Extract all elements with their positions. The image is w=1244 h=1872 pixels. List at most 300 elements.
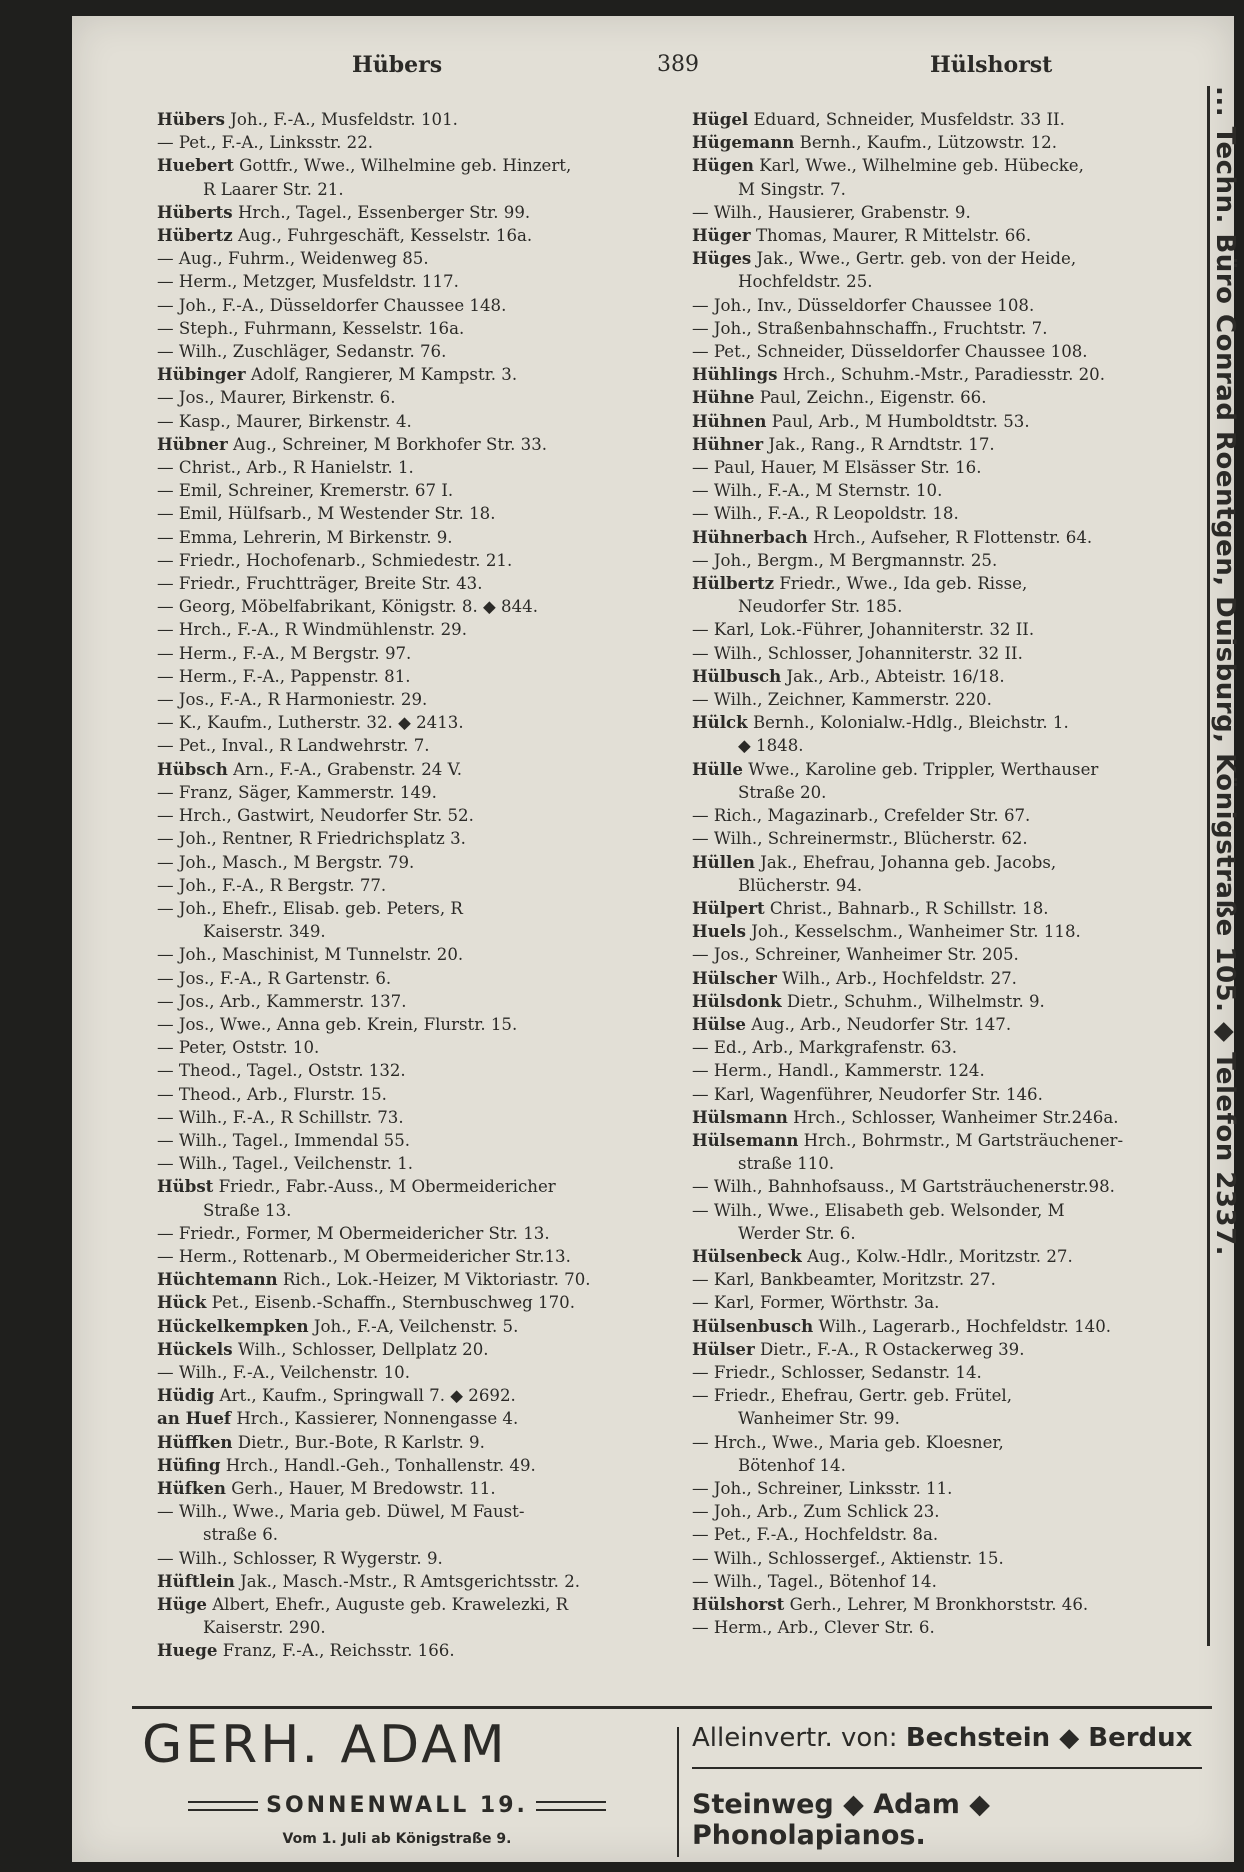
directory-entry <box>157 1361 717 1384</box>
entry-text: — Joh., Bergm., M Bergmannstr. 25. <box>692 550 998 570</box>
directory-entry <box>692 943 1212 966</box>
entry-text: Hrch., Aufseher, R Flottenstr. 64. <box>812 527 1093 547</box>
directory-entry <box>157 572 717 595</box>
entry-text: — Herm., Handl., Kammerstr. 124. <box>692 1061 985 1081</box>
directory-entry <box>692 688 1212 711</box>
directory-entry <box>692 1407 1212 1430</box>
directory-entry <box>692 1315 1212 1338</box>
entry-text: — Wilh., Wwe., Maria geb. Düwel, M Faust- <box>157 1502 525 1522</box>
entry-text: Adolf, Rangierer, M Kampstr. 3. <box>250 365 518 385</box>
entry-text: Paul, Arb., M Humboldtstr. 53. <box>771 411 1030 431</box>
directory-entry <box>157 1547 717 1570</box>
entry-surname: Hüftlein <box>157 1570 235 1591</box>
directory-entry <box>692 502 1212 525</box>
directory-entry <box>157 1129 717 1152</box>
entry-surname: Hüberts <box>157 201 233 222</box>
ad-divider <box>677 1727 679 1857</box>
entry-surname: Hühlings <box>692 364 778 385</box>
directory-entry <box>157 990 717 1013</box>
directory-entry <box>157 1268 717 1291</box>
entry-text: Blücherstr. 94. <box>738 875 863 895</box>
directory-entry <box>157 549 717 572</box>
directory-entry <box>157 1616 717 1639</box>
ad-line2: Steinweg ◆ Adam ◆ Phonolapianos. <box>692 1789 991 1851</box>
entry-surname: Hühner <box>692 433 764 454</box>
entry-text: — Karl, Lok.-Führer, Johanniterstr. 32 II. <box>692 620 1035 640</box>
entry-surname: Hügen <box>692 155 754 176</box>
directory-page <box>72 16 1240 1862</box>
entry-text: — Wilh., Schlosser, Johanniterstr. 32 II. <box>692 643 1023 663</box>
entry-text: — Wilh., Hausierer, Grabenstr. 9. <box>692 202 971 222</box>
entry-text: Arn., F.-A., Grabenstr. 24 V. <box>233 759 462 779</box>
entry-text: — Herm., F.-A., M Bergstr. 97. <box>157 643 412 663</box>
entry-surname: Hückelkempken <box>157 1315 309 1336</box>
directory-entry <box>692 270 1212 293</box>
entry-text: — Karl, Wagenführer, Neudorfer Str. 146. <box>692 1084 1043 1104</box>
entry-text: — Joh., Masch., M Bergstr. 79. <box>157 852 415 872</box>
entry-text: Bötenhof 14. <box>738 1455 846 1475</box>
directory-entry <box>692 1454 1212 1477</box>
entry-text: — Joh., Straßenbahnschaffn., Fruchtstr. 7. <box>692 318 1048 338</box>
entry-text: — Jos., Schreiner, Wanheimer Str. 205. <box>692 945 1019 965</box>
directory-entry <box>692 1175 1212 1198</box>
entry-text: — Wilh., Tagel., Veilchenstr. 1. <box>157 1154 414 1174</box>
entry-surname: Hügemann <box>692 132 795 153</box>
entry-text: Rich., Lok.-Heizer, M Viktoriastr. 70. <box>282 1270 591 1290</box>
directory-entry <box>157 711 717 734</box>
directory-entry <box>692 851 1212 874</box>
entry-surname: Hübertz <box>157 225 233 246</box>
entry-text: — Emil, Schreiner, Kremerstr. 67 I. <box>157 481 454 501</box>
entry-text: Jak., Ehefrau, Johanna geb. Jacobs, <box>760 852 1057 872</box>
entry-surname: Hülshorst <box>692 1594 785 1614</box>
entry-text: Neudorfer Str. 185. <box>738 597 903 617</box>
entry-text: Jak., Rang., R Arndtstr. 17. <box>768 434 995 454</box>
entry-text: straße 6. <box>203 1525 279 1545</box>
directory-entry <box>157 827 717 850</box>
directory-entry <box>692 363 1212 386</box>
entry-text: Dietr., Bur.-Bote, R Karlstr. 9. <box>237 1432 485 1452</box>
directory-entry <box>692 920 1212 943</box>
entry-text: — Friedr., Fruchtträger, Breite Str. 43. <box>157 574 483 594</box>
entry-surname: Hübner <box>157 433 228 454</box>
entry-text: Hrch., Bohrmstr., M Gartsträuchener- <box>803 1130 1124 1150</box>
directory-entry <box>692 804 1212 827</box>
entry-text: Hrch., Schlosser, Wanheimer Str.246a. <box>793 1107 1119 1127</box>
entry-text: Franz, F.-A., Reichsstr. 166. <box>222 1641 455 1661</box>
entry-surname: Hüges <box>692 248 752 269</box>
ad-line1-prefix: Alleinvertr. von: <box>692 1723 898 1753</box>
entry-text: — Wilh., Tagel., Immendal 55. <box>157 1130 411 1150</box>
ad-address <box>142 1793 652 1818</box>
directory-entry <box>692 479 1212 502</box>
side-banner-text: ... Techn. Büro Conrad Roentgen, Duisburg, Königstraße 105. ◆ Telefon 2337. <box>1210 86 1240 1257</box>
directory-entry <box>692 433 1212 456</box>
entry-text: Joh., Kesselschm., Wanheimer Str. 118. <box>751 922 1081 942</box>
header-left-keyword: Hübers <box>352 52 443 78</box>
entry-surname: Hückels <box>157 1338 233 1359</box>
directory-entry <box>692 1384 1212 1407</box>
entry-text: — Emil, Hülfsarb., M Westender Str. 18. <box>157 504 496 524</box>
directory-entry <box>692 874 1212 897</box>
directory-entry <box>692 711 1212 734</box>
entry-text: — Christ., Arb., R Hanielstr. 1. <box>157 458 414 478</box>
ad-brand: GERH. ADAM <box>142 1715 508 1775</box>
entry-text: Karl, Wwe., Wilhelmine geb. Hübecke, <box>759 156 1084 176</box>
directory-entry <box>692 572 1212 595</box>
directory-entry <box>157 1384 717 1407</box>
entry-text: Straße 20. <box>738 782 827 802</box>
entry-text: — Karl, Former, Wörthstr. 3a. <box>692 1293 940 1313</box>
entry-text: Gerh., Hauer, M Bredowstr. 11. <box>231 1478 496 1498</box>
directory-entry <box>157 502 717 525</box>
entry-text: Wwe., Karoline geb. Trippler, Werthauser <box>748 759 1099 779</box>
entry-text: — Joh., Inv., Düsseldorfer Chaussee 108. <box>692 295 1035 315</box>
entry-surname: an Huef <box>157 1408 232 1429</box>
entry-text: — Aug., Fuhrm., Weidenweg 85. <box>157 249 429 269</box>
directory-entry <box>157 851 717 874</box>
directory-entry <box>157 108 717 131</box>
entry-text: ◆ 1848. <box>738 736 804 756</box>
directory-entry <box>692 1547 1212 1570</box>
directory-entry <box>157 178 717 201</box>
entry-text: Jak., Arb., Abteistr. 16/18. <box>786 666 1005 686</box>
entry-surname: Hülsdonk <box>692 990 782 1011</box>
entry-surname: Hülck <box>692 712 748 733</box>
entry-text: — Pet., F.-A., Linksstr. 22. <box>157 133 374 153</box>
entry-text: Hrch., Handl.-Geh., Tonhallenstr. 49. <box>225 1455 536 1475</box>
entry-text: Gottfr., Wwe., Wilhelmine geb. Hinzert, <box>239 156 572 176</box>
directory-entry <box>692 456 1212 479</box>
directory-entry <box>157 595 717 618</box>
entry-text: — Jos., F.-A., R Gartenstr. 6. <box>157 968 392 988</box>
entry-text: — Jos., F.-A., R Harmoniestr. 29. <box>157 690 428 710</box>
directory-entry <box>692 224 1212 247</box>
entry-text: Pet., Eisenb.-Schaffn., Sternbuschweg 170. <box>211 1293 575 1313</box>
directory-entry <box>157 270 717 293</box>
directory-entry <box>692 642 1212 665</box>
directory-entry <box>692 154 1212 177</box>
entry-surname: Huels <box>692 921 746 942</box>
directory-entry <box>157 1036 717 1059</box>
advertisement <box>132 1706 1212 1859</box>
entry-text: Paul, Zeichn., Eigenstr. 66. <box>759 388 987 408</box>
directory-entry <box>157 224 717 247</box>
directory-entry <box>157 247 717 270</box>
entry-text: Jak., Masch.-Mstr., R Amtsgerichtsstr. 2. <box>240 1571 581 1591</box>
entry-text: — Wilh., Zeichner, Kammerstr. 220. <box>692 690 992 710</box>
directory-entry <box>692 1361 1212 1384</box>
entry-surname: Hübsch <box>157 758 228 779</box>
entry-text: — Hrch., F.-A., R Windmühlenstr. 29. <box>157 620 467 640</box>
entry-text: Aug., Arb., Neudorfer Str. 147. <box>751 1014 1012 1034</box>
directory-entry <box>692 665 1212 688</box>
entry-text: — Wilh., Tagel., Bötenhof 14. <box>692 1571 937 1591</box>
directory-entry <box>157 897 717 920</box>
page-number: 389 <box>657 52 699 77</box>
directory-entry <box>692 1291 1212 1314</box>
directory-entry <box>692 734 1212 757</box>
directory-entry <box>157 340 717 363</box>
directory-entry <box>157 1175 717 1198</box>
directory-entry <box>157 688 717 711</box>
directory-entry <box>157 131 717 154</box>
entry-surname: Hühnen <box>692 410 767 431</box>
entry-text: — Paul, Hauer, M Elsässer Str. 16. <box>692 458 982 478</box>
entry-text: — Wilh., F.-A., R Schillstr. 73. <box>157 1107 404 1127</box>
entry-text: — Franz, Säger, Kammerstr. 149. <box>157 782 437 802</box>
entry-text: — Steph., Fuhrmann, Kesselstr. 16a. <box>157 318 465 338</box>
directory-entry <box>157 734 717 757</box>
entry-text: Kaiserstr. 349. <box>203 922 326 942</box>
entry-text: — Wilh., Bahnhofsauss., M Gartsträuchenerstr.98. <box>692 1177 1115 1197</box>
directory-entry <box>692 1593 1212 1616</box>
directory-entry <box>157 1477 717 1500</box>
directory-entry <box>157 1013 717 1036</box>
directory-entry <box>157 1222 717 1245</box>
entry-surname: Hülsenbeck <box>692 1245 802 1266</box>
ad-rule <box>692 1767 1202 1769</box>
entry-text: Art., Kaufm., Springwall 7. ◆ 2692. <box>219 1386 516 1406</box>
directory-entry <box>692 1083 1212 1106</box>
entry-text: — Theod., Tagel., Oststr. 132. <box>157 1061 406 1081</box>
directory-entry <box>692 618 1212 641</box>
entry-surname: Hübers <box>157 109 225 129</box>
entry-surname: Hügel <box>692 109 749 129</box>
entry-text: — Rich., Magazinarb., Crefelder Str. 67. <box>692 806 1031 826</box>
directory-entry <box>157 1523 717 1546</box>
entry-surname: Hühne <box>692 387 755 408</box>
entry-text: Hrch., Schuhm.-Mstr., Paradiesstr. 20. <box>782 365 1106 385</box>
directory-entry <box>692 1616 1212 1639</box>
ad-line1 <box>692 1723 1192 1753</box>
entry-text: Hochfeldstr. 25. <box>738 272 873 292</box>
directory-entry <box>157 1338 717 1361</box>
directory-entry <box>692 549 1212 572</box>
entry-surname: Huebert <box>157 155 234 176</box>
directory-entry <box>692 178 1212 201</box>
directory-entry <box>157 665 717 688</box>
entry-text: Friedr., Wwe., Ida geb. Risse, <box>779 574 1028 594</box>
directory-entry <box>157 618 717 641</box>
directory-entry <box>692 967 1212 990</box>
entry-text: — Wilh., Schlossergef., Aktienstr. 15. <box>692 1548 1004 1568</box>
entry-text: — Theod., Arb., Flurstr. 15. <box>157 1084 387 1104</box>
directory-entry <box>157 874 717 897</box>
directory-entry <box>157 920 717 943</box>
entry-text: Bernh., Kolonialw.-Hdlg., Bleichstr. 1. <box>752 713 1069 733</box>
entry-text: — Wilh., Zuschläger, Sedanstr. 76. <box>157 342 447 362</box>
directory-entry <box>692 1152 1212 1175</box>
entry-text: — Pet., Inval., R Landwehrstr. 7. <box>157 736 430 756</box>
directory-entry <box>157 1454 717 1477</box>
directory-entry <box>692 1570 1212 1593</box>
directory-entry <box>692 1106 1212 1129</box>
entry-text: Hrch., Tagel., Essenberger Str. 99. <box>237 202 531 222</box>
entry-text: — Friedr., Ehefrau, Gertr. geb. Frütel, <box>692 1386 1012 1406</box>
entry-text: — Herm., Arb., Clever Str. 6. <box>692 1618 935 1638</box>
entry-text: R Laarer Str. 21. <box>203 179 344 199</box>
directory-entry <box>692 827 1212 850</box>
directory-entry <box>157 781 717 804</box>
directory-entry <box>157 456 717 479</box>
entry-text: Aug., Kolw.-Hdlr., Moritzstr. 27. <box>807 1246 1073 1266</box>
entry-text: — Joh., F.-A., Düsseldorfer Chaussee 148. <box>157 295 507 315</box>
entry-text: Joh., F.-A, Veilchenstr. 5. <box>313 1316 519 1336</box>
entry-text: Kaiserstr. 290. <box>203 1618 326 1638</box>
directory-entry <box>157 943 717 966</box>
directory-entry <box>692 1268 1212 1291</box>
directory-entry <box>157 1106 717 1129</box>
directory-entry <box>692 897 1212 920</box>
directory-entry <box>692 758 1212 781</box>
entry-surname: Hülscher <box>692 967 777 988</box>
directory-entry <box>157 1245 717 1268</box>
directory-entry <box>157 294 717 317</box>
entry-text: — Joh., Maschinist, M Tunnelstr. 20. <box>157 945 464 965</box>
entry-surname: Hüllen <box>692 851 755 872</box>
entry-text: Straße 13. <box>203 1200 292 1220</box>
directory-entry <box>157 1570 717 1593</box>
directory-entry <box>157 1431 717 1454</box>
directory-entry <box>692 410 1212 433</box>
entry-text: Werder Str. 6. <box>738 1223 856 1243</box>
entry-text: — Kasp., Maurer, Birkenstr. 4. <box>157 411 412 431</box>
entry-text: — Joh., Ehefr., Elisab. geb. Peters, R <box>157 898 463 918</box>
directory-entry <box>692 131 1212 154</box>
entry-text: — Joh., Rentner, R Friedrichsplatz 3. <box>157 829 466 849</box>
entry-text: Thomas, Maurer, R Mittelstr. 66. <box>755 226 1032 246</box>
directory-entry <box>692 108 1212 131</box>
directory-entry <box>692 781 1212 804</box>
directory-entry <box>157 1083 717 1106</box>
directory-entry <box>157 154 717 177</box>
entry-text: — Hrch., Gastwirt, Neudorfer Str. 52. <box>157 806 474 826</box>
entry-text: — Karl, Bankbeamter, Moritzstr. 27. <box>692 1270 996 1290</box>
entry-surname: Hüge <box>157 1594 207 1614</box>
directory-entry <box>692 1477 1212 1500</box>
page-header <box>72 52 1212 92</box>
directory-entry <box>692 201 1212 224</box>
entry-text: — Friedr., Schlosser, Sedanstr. 14. <box>692 1362 982 1382</box>
directory-entry <box>692 1500 1212 1523</box>
entry-surname: Hüffken <box>157 1431 233 1452</box>
directory-entry <box>157 317 717 340</box>
entry-surname: Hülbertz <box>692 573 775 594</box>
directory-entry <box>692 1222 1212 1245</box>
side-banner <box>1207 86 1240 1646</box>
entry-text: — Wilh., F.-A., M Sternstr. 10. <box>692 481 943 501</box>
entry-text: — Jos., Arb., Kammerstr. 137. <box>157 991 407 1011</box>
entry-text: — Joh., Schreiner, Linksstr. 11. <box>692 1478 953 1498</box>
directory-entry <box>157 363 717 386</box>
entry-text: straße 110. <box>738 1154 835 1174</box>
entry-text: M Singstr. 7. <box>738 179 846 199</box>
entry-surname: Hüfken <box>157 1477 227 1498</box>
directory-entry <box>157 1199 717 1222</box>
entry-text: — Friedr., Hochofenarb., Schmiedestr. 21. <box>157 550 513 570</box>
entry-surname: Hülse <box>692 1013 746 1034</box>
entry-surname: Hüger <box>692 225 751 246</box>
directory-entry <box>157 758 717 781</box>
entry-text: — Emma, Lehrerin, M Birkenstr. 9. <box>157 527 453 547</box>
entry-surname: Hück <box>157 1292 207 1313</box>
directory-entry <box>692 526 1212 549</box>
entry-surname: Hüdig <box>157 1385 215 1406</box>
entry-text: — Joh., Arb., Zum Schlick 23. <box>692 1502 940 1522</box>
entry-surname: Hülpert <box>692 897 765 918</box>
entry-text: — Pet., F.-A., Hochfeldstr. 8a. <box>692 1525 939 1545</box>
entry-text: Eduard, Schneider, Musfeldstr. 33 II. <box>753 110 1065 129</box>
ad-moved-note: Vom 1. Juli ab Königstraße 9. <box>282 1831 512 1847</box>
entry-surname: Hühnerbach <box>692 526 808 547</box>
directory-entry <box>157 410 717 433</box>
entry-text: — Georg, Möbelfabrikant, Königstr. 8. ◆ 844. <box>157 597 539 617</box>
entry-text: — Wilh., Schreinermstr., Blücherstr. 62. <box>692 829 1028 849</box>
entry-surname: Hübst <box>157 1176 214 1197</box>
directory-entry <box>692 1036 1212 1059</box>
entry-surname: Hülbusch <box>692 665 782 686</box>
entry-text: — Herm., Metzger, Musfeldstr. 117. <box>157 272 459 292</box>
directory-entry <box>157 1059 717 1082</box>
entry-surname: Hülsenbusch <box>692 1315 814 1336</box>
entry-surname: Hüfing <box>157 1454 221 1475</box>
directory-entry <box>157 1152 717 1175</box>
directory-entry <box>692 1245 1212 1268</box>
directory-entry <box>157 1291 717 1314</box>
entry-surname: Hülsemann <box>692 1129 799 1150</box>
directory-entry <box>692 1059 1212 1082</box>
entry-text: Dietr., F.-A., R Ostackerweg 39. <box>759 1339 1025 1359</box>
directory-entry <box>692 294 1212 317</box>
entry-text: Dietr., Schuhm., Wilhelmstr. 9. <box>786 991 1045 1011</box>
directory-entry <box>157 967 717 990</box>
directory-entry <box>692 1431 1212 1454</box>
directory-entry <box>157 1407 717 1430</box>
entry-text: Christ., Bahnarb., R Schillstr. 18. <box>769 898 1049 918</box>
entry-text: Bernh., Kaufm., Lützowstr. 12. <box>799 133 1057 153</box>
entry-surname: Hüchtemann <box>157 1269 278 1290</box>
entry-text: — Peter, Oststr. 10. <box>157 1038 320 1058</box>
entry-text: — Jos., Maurer, Birkenstr. 6. <box>157 388 396 408</box>
entry-text: — Ed., Arb., Markgrafenstr. 63. <box>692 1038 957 1058</box>
entry-surname: Hülle <box>692 758 743 779</box>
directory-entry <box>157 1500 717 1523</box>
directory-entry <box>692 595 1212 618</box>
ad-address-text: SONNENWALL 19. <box>266 1793 528 1818</box>
directory-entry <box>692 340 1212 363</box>
left-column <box>157 108 717 1663</box>
entry-surname: Hülser <box>692 1338 755 1359</box>
directory-entry <box>157 1315 717 1338</box>
directory-entry <box>692 1129 1212 1152</box>
entry-text: Albert, Ehefr., Auguste geb. Krawelezki, R <box>212 1595 569 1614</box>
directory-entry <box>157 1639 717 1662</box>
directory-entry <box>692 386 1212 409</box>
directory-entry <box>692 1199 1212 1222</box>
entry-text: Gerh., Lehrer, M Bronkhorststr. 46. <box>789 1595 1089 1614</box>
ad-line1-brands: Bechstein ◆ Berdux <box>905 1723 1193 1753</box>
directory-entry <box>692 317 1212 340</box>
entry-text: Hrch., Kassierer, Nonnengasse 4. <box>236 1409 519 1429</box>
directory-entry <box>157 433 717 456</box>
directory-entry <box>692 990 1212 1013</box>
entry-text: — Wilh., Wwe., Elisabeth geb. Welsonder, M <box>692 1200 1065 1220</box>
entry-text: — Jos., Wwe., Anna geb. Krein, Flurstr. 15. <box>157 1014 518 1034</box>
entry-text: Wilh., Arb., Hochfeldstr. 27. <box>782 968 1017 988</box>
entry-surname: Huege <box>157 1640 218 1661</box>
entry-text: Wilh., Schlosser, Dellplatz 20. <box>237 1339 489 1359</box>
